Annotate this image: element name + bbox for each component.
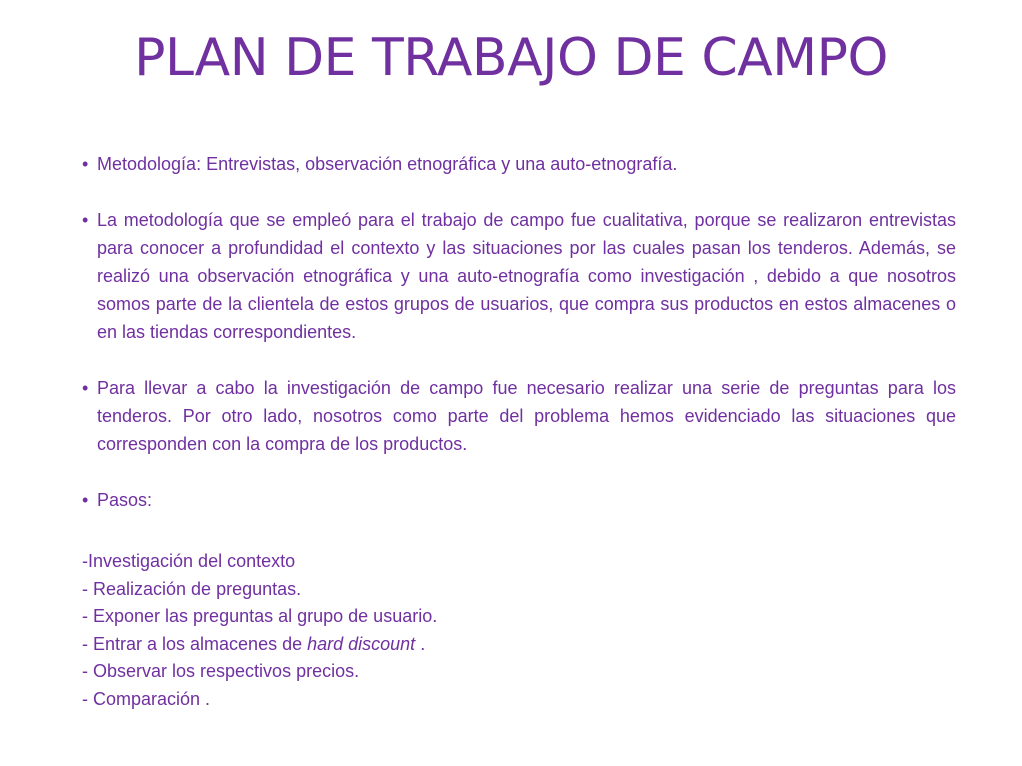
bullet-text: Para llevar a cabo la investigación de campo fue necesario realizar una serie de preguntas para los tenderos. Por otro lado, nosotros como parte del problema hemos evidenciado las situaciones que corresponden con la compra de los productos. [97, 378, 956, 454]
bullet-dot: • [82, 490, 89, 510]
step-item: - Comparación . [82, 688, 211, 709]
step-item: - Observar los respectivos precios. [82, 661, 360, 681]
bullet-list [80, 150, 956, 514]
steps-list [82, 548, 942, 713]
bullet-dot: • [82, 378, 89, 398]
step-item: - Realización de preguntas. [82, 578, 302, 599]
step-text-italic: hard discount [307, 633, 416, 654]
bullet-item-steps-heading [80, 486, 956, 514]
slide-title: PLAN DE TRABAJO DE CAMPO [134, 28, 888, 88]
bullet-item-description [80, 206, 956, 346]
bullet-text: Pasos: [97, 490, 153, 510]
step-item [82, 631, 942, 659]
bullet-item-questions [80, 374, 956, 458]
step-item: - Exponer las preguntas al grupo de usuario. [82, 606, 438, 626]
bullet-dot: • [82, 154, 89, 174]
bullet-item-methodology [80, 150, 956, 178]
bullet-text: Metodología: Entrevistas, observación etnográfica y una auto-etnografía. [97, 154, 678, 174]
step-text: - Entrar a los almacenes de [82, 633, 308, 654]
step-item: -Investigación del contexto [82, 551, 296, 571]
bullet-dot: • [82, 210, 89, 230]
bullet-text: La metodología que se empleó para el trabajo de campo fue cualitativa, porque se realizaron entrevistas para conocer a profundidad el contexto y las situaciones por las cuales pasan los tenderos. Además, se realizó una observación etnográfica y una auto-etnografía como investigación , debido a que nosotros somos parte de la clientela de estos grupos de usuarios, que compra sus productos en estos almacenes o en las tiendas correspondientes. [97, 210, 956, 342]
step-text: . [415, 633, 426, 654]
